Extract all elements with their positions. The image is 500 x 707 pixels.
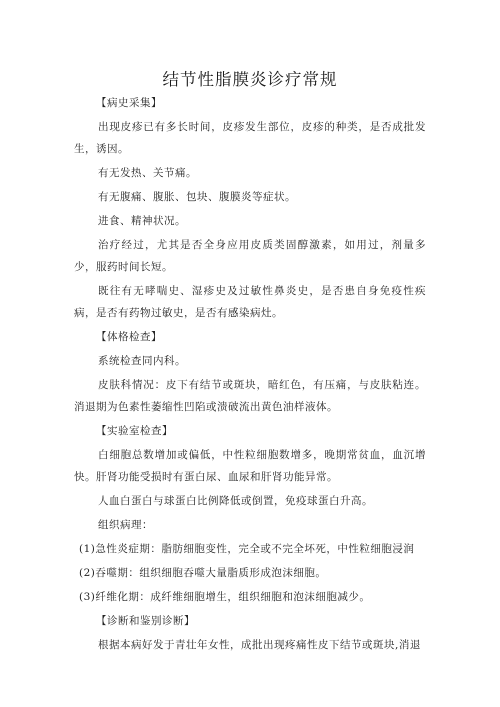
document-body [74, 92, 426, 658]
paragraph: 皮肤科情况：皮下有结节或斑块，暗红色，有压痛，与皮肤粘连。消退期为色素性萎缩性凹陷或溃破流出黄色油样液体。 [74, 379, 426, 413]
section-heading: 【体格检查】 [96, 331, 162, 343]
paragraph: 组织病理： [98, 519, 153, 531]
paragraph: 根据本病好发于青壮年女性，成批出现疼痛性皮下结节或斑块,消退 [98, 639, 421, 651]
paragraph: 有无腹痛、腹胀、包块、腹膜炎等症状。 [98, 191, 296, 203]
section-heading: 【病史采集】 [96, 97, 162, 109]
paragraph: 系统检查同内科。 [98, 355, 186, 367]
paragraph: 人血白蛋白与球蛋白比例降低或倒置，免疫球蛋白升高。 [98, 495, 373, 507]
paragraph: 治疗经过，尤其是否全身应用皮质类固醇激素，如用过，剂量多少，服药时间长短。 [74, 239, 426, 273]
paragraph: 既往有无哮喘史、湿疹史及过敏性鼻炎史，是否患自身免疫性疾病，是否有药物过敏史，是否有感染病灶。 [74, 285, 426, 319]
paragraph: 有无发热、关节痛。 [98, 167, 197, 179]
section-heading: 【实验室检查】 [96, 425, 173, 437]
paragraph: 进食、精神状况。 [98, 215, 186, 227]
paragraph: 出现皮疹已有多长时间，皮疹发生部位，皮疹的种类，是否成批发生，诱因。 [74, 121, 426, 155]
section-heading: 【诊断和鉴别诊断】 [96, 615, 195, 627]
list-item: (3)纤维化期：成纤维细胞增生，组织细胞和泡沫细胞减少。 [79, 591, 371, 603]
page-title: 结节性脂膜炎诊疗常规 [162, 70, 338, 89]
list-item: (2)吞噬期：组织细胞吞噬大量脂质形成泡沫细胞。 [79, 567, 327, 579]
paragraph: 白细胞总数增加或偏低，中性粒细胞数增多，晚期常贫血，血沉增快。肝肾功能受损时有蛋白尿、血尿和肝肾功能异常。 [74, 449, 426, 483]
list-item: (1)急性炎症期：脂肪细胞变性，完全或不完全坏死，中性粒细胞浸润 [79, 543, 415, 555]
